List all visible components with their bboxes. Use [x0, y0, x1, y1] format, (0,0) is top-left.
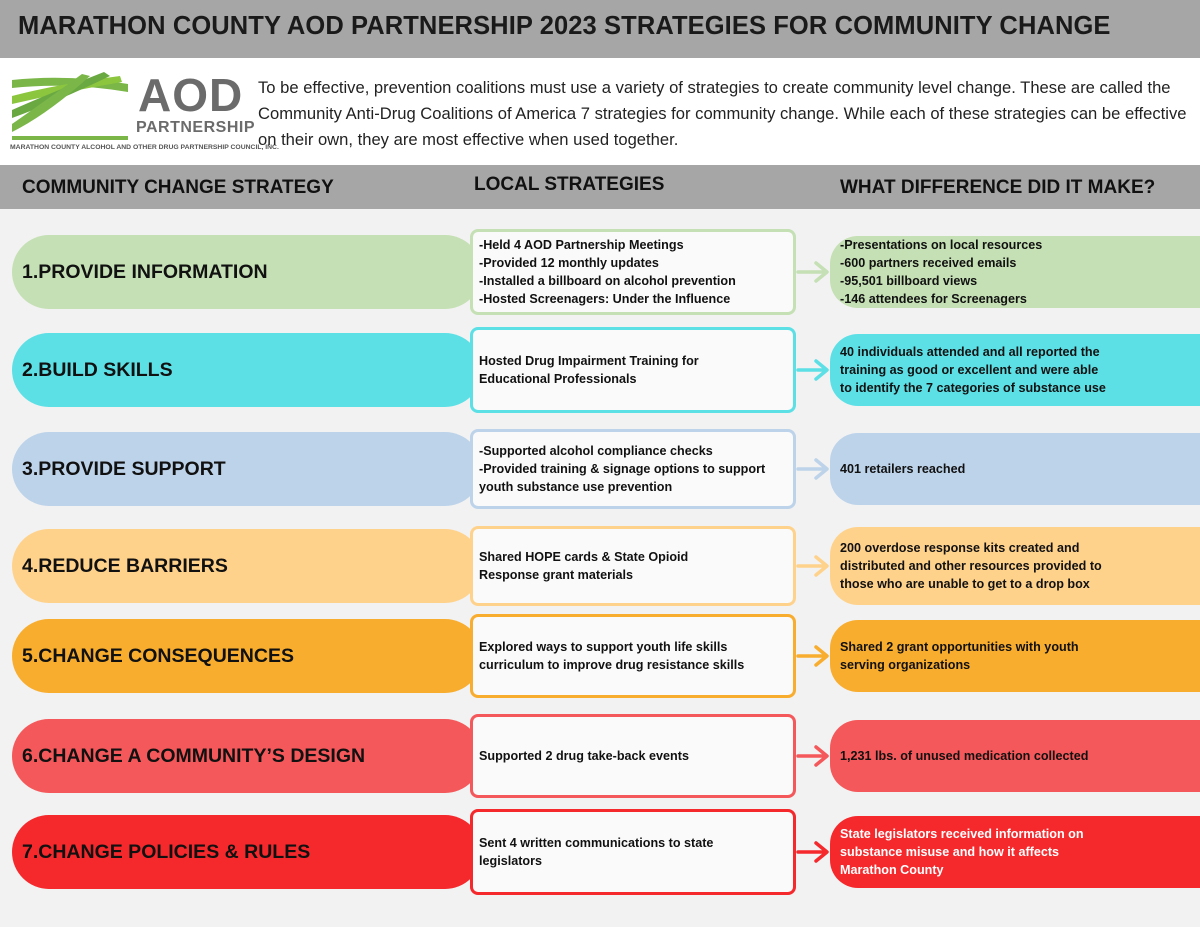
strategy-row [0, 603, 1200, 693]
arrow-right-icon [440, 356, 476, 384]
local-strategy-line: Sent 4 written communications to state [479, 836, 714, 850]
result-box [830, 236, 1200, 308]
result-line: 401 retailers reached [840, 462, 966, 476]
intro-section [0, 58, 1200, 165]
logo-council-text: MARATHON COUNTY ALCOHOL AND OTHER DRUG PARTNERSHIP COUNCIL, INC. [10, 144, 279, 151]
local-strategy-line: legislators [479, 854, 542, 868]
result-line: those who are unable to get to a drop box [840, 577, 1090, 591]
strategy-pill [12, 235, 482, 309]
result-line: -95,501 billboard views [840, 274, 978, 288]
result-box [830, 816, 1200, 888]
result-line: 1,231 lbs. of unused medication collected [840, 749, 1089, 763]
strategy-row [0, 513, 1200, 603]
local-strategy-line: -Provided training & signage options to support [479, 462, 766, 476]
result-box [830, 334, 1200, 406]
result-box [830, 527, 1200, 605]
strategy-pill [12, 619, 482, 693]
result-line: to identify the 7 categories of substance use [840, 381, 1106, 395]
local-strategy-box [470, 809, 796, 895]
strategy-row [0, 219, 1200, 309]
local-strategy-line: -Hosted Screenagers: Under the Influence [479, 292, 731, 306]
strategy-rows [0, 209, 1200, 927]
result-line: substance misuse and how it affects [840, 845, 1060, 859]
result-box [830, 433, 1200, 505]
result-line: training as good or excellent and were able [840, 363, 1099, 377]
strategy-row [0, 317, 1200, 407]
logo-subtitle: PARTNERSHIP [136, 119, 255, 136]
strategy-label: 5.CHANGE CONSEQUENCES [22, 645, 294, 667]
arrow-right-icon [796, 642, 832, 670]
page-title: MARATHON COUNTY AOD PARTNERSHIP 2023 STRATEGIES FOR COMMUNITY CHANGE [18, 12, 1111, 40]
strategy-label: 6.CHANGE A COMMUNITY’S DESIGN [22, 745, 366, 767]
result-line: -146 attendees for Screenagers [840, 292, 1027, 306]
logo-swoosh-icon [8, 70, 132, 140]
arrow-right-icon [440, 742, 476, 770]
local-strategy-line: -Installed a billboard on alcohol prevention [479, 274, 736, 288]
arrow-right-icon [440, 642, 476, 670]
local-strategy-line: Educational Professionals [479, 372, 637, 386]
local-strategy-line: -Supported alcohol compliance checks [479, 444, 713, 458]
strategy-row [0, 799, 1200, 889]
strategy-row [0, 703, 1200, 793]
local-strategy-box [470, 526, 796, 606]
result-line: Marathon County [840, 863, 944, 877]
strategy-pill [12, 432, 482, 506]
strategy-pill [12, 333, 482, 407]
arrow-right-icon [440, 838, 476, 866]
logo-name: AOD [138, 69, 244, 121]
arrow-right-icon [796, 258, 832, 286]
local-strategy-line: Hosted Drug Impairment Training for [479, 354, 699, 368]
result-line: -600 partners received emails [840, 256, 1017, 270]
local-strategy-line: -Held 4 AOD Partnership Meetings [479, 238, 684, 252]
result-line: 200 overdose response kits created and [840, 541, 1080, 555]
intro-text: To be effective, prevention coalitions must use a variety of strategies to create community level change. These are called the Community Anti-Drug Coalitions of America 7 strategies for community change. While each of these strategies can be effective on their own, they are most effective when used together. [258, 78, 1187, 149]
strategy-label: 1.PROVIDE INFORMATION [22, 261, 268, 283]
arrow-right-icon [796, 455, 832, 483]
arrow-right-icon [440, 258, 476, 286]
result-line: State legislators received information on [840, 827, 1084, 841]
strategy-label: 4.REDUCE BARRIERS [22, 555, 228, 577]
strategy-label: 3.PROVIDE SUPPORT [22, 458, 226, 480]
aod-partnership-logo [8, 69, 279, 156]
local-strategy-box [470, 229, 796, 315]
strategy-pill [12, 529, 482, 603]
strategy-row [0, 416, 1200, 506]
result-line: distributed and other resources provided to [840, 559, 1102, 573]
local-strategy-box [470, 614, 796, 698]
result-box [830, 720, 1200, 792]
local-strategy-box [470, 714, 796, 798]
header-local-strategies: LOCAL STRATEGIES [474, 174, 665, 195]
local-strategy-line: Response grant materials [479, 568, 633, 582]
local-strategy-line: Supported 2 drug take-back events [479, 749, 689, 763]
arrow-right-icon [796, 356, 832, 384]
strategy-label: 7.CHANGE POLICIES & RULES [22, 841, 311, 863]
arrow-right-icon [440, 552, 476, 580]
local-strategy-box [470, 429, 796, 509]
title-bar [0, 0, 1200, 58]
local-strategy-line: -Provided 12 monthly updates [479, 256, 659, 270]
local-strategy-line: curriculum to improve drug resistance skills [479, 658, 745, 672]
result-line: Shared 2 grant opportunities with youth [840, 640, 1079, 654]
strategy-pill [12, 815, 482, 889]
arrow-right-icon [796, 838, 832, 866]
arrow-right-icon [796, 552, 832, 580]
local-strategy-line: youth substance use prevention [479, 480, 673, 494]
local-strategy-line: Shared HOPE cards & State Opioid [479, 550, 689, 564]
local-strategy-box [470, 327, 796, 413]
result-line: serving organizations [840, 658, 971, 672]
local-strategy-line: Explored ways to support youth life skills [479, 640, 728, 654]
strategy-label: 2.BUILD SKILLS [22, 359, 173, 381]
header-strategy: COMMUNITY CHANGE STRATEGY [22, 177, 334, 198]
strategy-pill [12, 719, 482, 793]
result-line: 40 individuals attended and all reported the [840, 345, 1100, 359]
column-header-bar [0, 165, 1200, 209]
header-difference: WHAT DIFFERENCE DID IT MAKE? [840, 177, 1156, 198]
result-box [830, 620, 1200, 692]
arrow-right-icon [440, 455, 476, 483]
result-line: -Presentations on local resources [840, 238, 1043, 252]
arrow-right-icon [796, 742, 832, 770]
